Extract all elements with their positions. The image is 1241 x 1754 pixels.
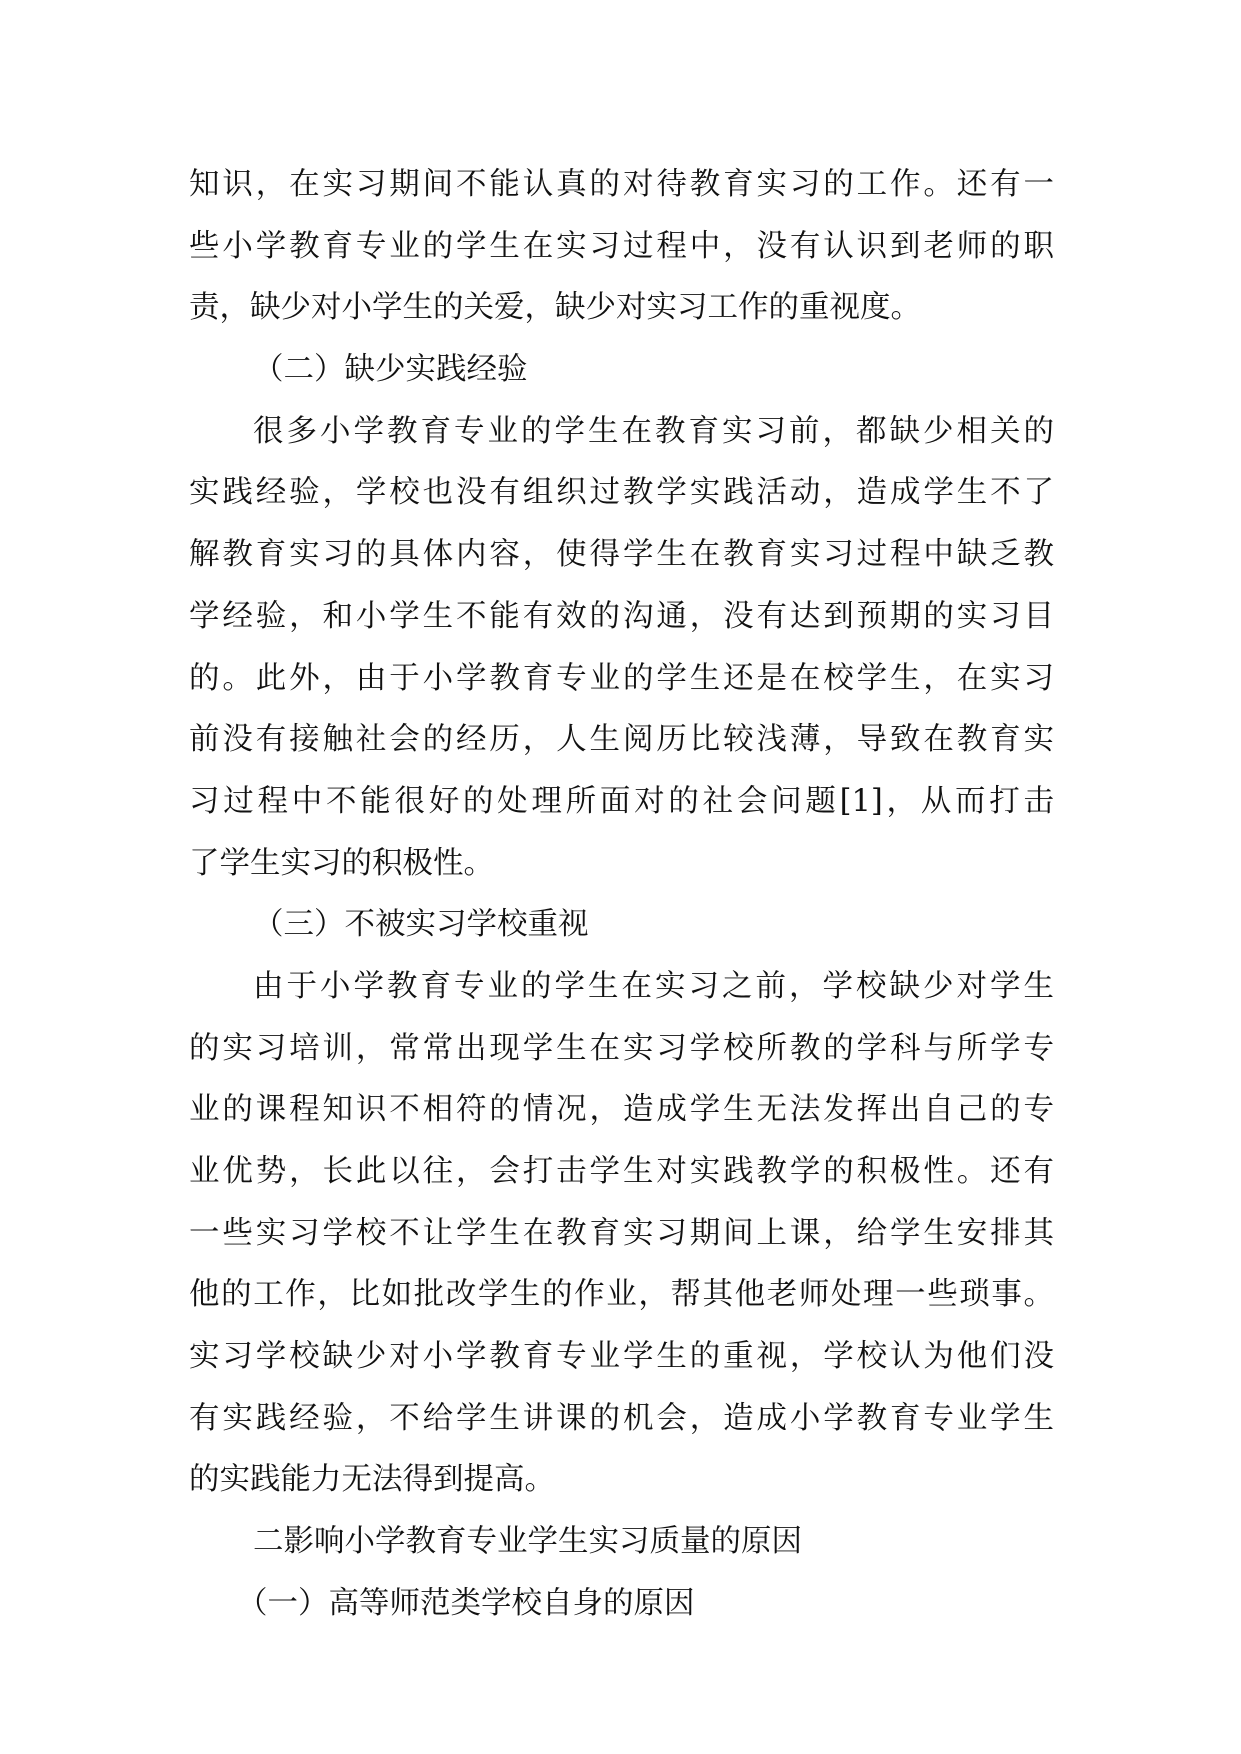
section-heading: （三）不被实习学校重视: [253, 907, 589, 943]
paragraph-line: 解教育实习的具体内容，使得学生在教育实习过程中缺乏教: [189, 537, 1054, 573]
paragraph-line: 知识，在实习期间不能认真的对待教育实习的工作。还有一: [189, 167, 1054, 202]
section-heading: （一）高等师范类学校自身的原因: [237, 1585, 695, 1621]
paragraph-line: 他的工作，比如批改学生的作业，帮其他老师处理一些琐事。: [189, 1277, 1054, 1313]
paragraph-line: 由于小学教育专业的学生在实习之前，学校缺少对学生: [253, 968, 1054, 1004]
section-heading: （二）缺少实践经验: [253, 352, 528, 388]
paragraph-line: 的实习培训，常常出现学生在实习学校所教的学科与所学专: [189, 1030, 1054, 1066]
paragraph-line: 业优势，长此以往，会打击学生对实践教学的积极性。还有: [189, 1154, 1054, 1189]
document-body: [189, 154, 1054, 1635]
paragraph-line: 习过程中不能很好的处理所面对的社会问题[1]，从而打击: [189, 783, 1054, 819]
paragraph-line: 些小学教育专业的学生在实习过程中，没有认识到老师的职: [189, 228, 1054, 264]
paragraph-line: 的。此外，由于小学教育专业的学生还是在校学生，在实习: [189, 660, 1054, 696]
paragraph-line: 学经验，和小学生不能有效的沟通，没有达到预期的实习目: [189, 598, 1054, 634]
paragraph-line: 实践经验，学校也没有组织过教学实践活动，造成学生不了: [189, 475, 1054, 511]
paragraph-line: 责，缺少对小学生的关爱，缺少对实习工作的重视度。: [189, 290, 921, 326]
paragraph-line: 的实践能力无法得到提高。: [189, 1462, 555, 1498]
paragraph-line: 业的课程知识不相符的情况，造成学生无法发挥出自己的专: [189, 1092, 1054, 1128]
paragraph-line: 很多小学教育专业的学生在教育实习前，都缺少相关的: [253, 413, 1054, 449]
paragraph-line: 有实践经验，不给学生讲课的机会，造成小学教育专业学生: [189, 1400, 1054, 1436]
paragraph-line: 一些实习学校不让学生在教育实习期间上课，给学生安排其: [189, 1215, 1054, 1251]
chapter-heading: 二影响小学教育专业学生实习质量的原因: [253, 1524, 802, 1560]
paragraph-line: 前没有接触社会的经历，人生阅历比较浅薄，导致在教育实: [189, 722, 1054, 758]
paragraph-line: 了学生实习的积极性。: [189, 845, 494, 881]
paragraph-line: 实习学校缺少对小学教育专业学生的重视，学校认为他们没: [189, 1339, 1054, 1375]
